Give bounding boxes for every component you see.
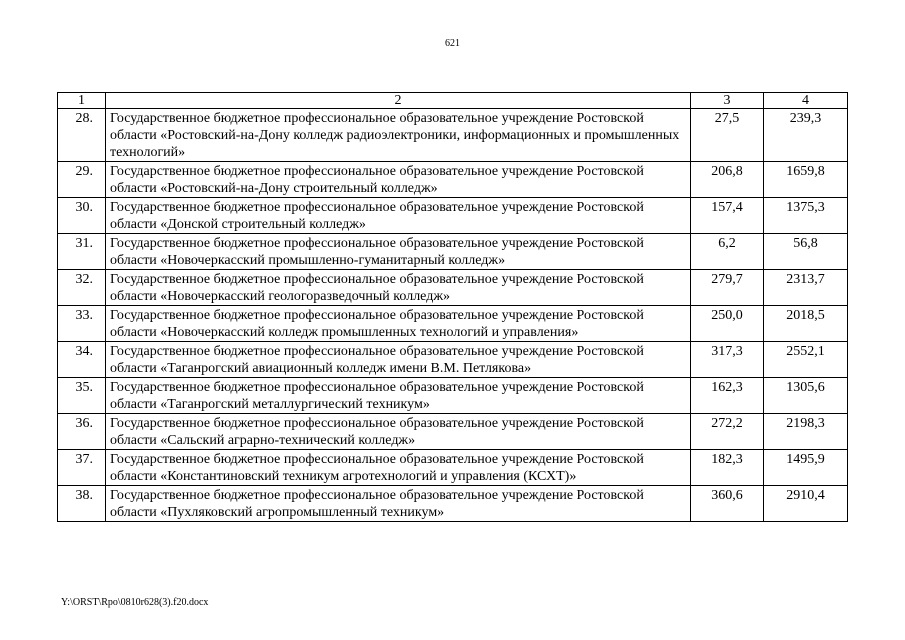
table-row [58,109,848,162]
value-col-4: 2018,5 [764,306,848,342]
table-row [58,378,848,414]
institution-name: Государственное бюджетное профессиональное образовательное учреждение Ростовской области «Пухляковский агропромышленный техникум» [106,486,691,522]
institution-name: Государственное бюджетное профессиональное образовательное учреждение Ростовской области «Ростовский-на-Дону колледж радиоэлектроники, информационных и промышленных технологий» [106,109,691,162]
value-col-3: 206,8 [691,162,764,198]
institution-name: Государственное бюджетное профессиональное образовательное учреждение Ростовской области «Донской строительный колледж» [106,198,691,234]
footer-file-path: Y:\ORST\Rpo\0810r628(3).f20.docx [61,597,209,608]
value-col-3: 317,3 [691,342,764,378]
row-number: 35. [58,378,106,414]
value-col-3: 162,3 [691,378,764,414]
table-row [58,450,848,486]
value-col-3: 6,2 [691,234,764,270]
institution-name: Государственное бюджетное профессиональное образовательное учреждение Ростовской области «Ростовский-на-Дону строительный колледж» [106,162,691,198]
value-col-3: 360,6 [691,486,764,522]
institution-name: Государственное бюджетное профессиональное образовательное учреждение Ростовской области «Константиновский техникум агротехнологий и управления (КСХТ)» [106,450,691,486]
table-row [58,306,848,342]
table-header-row [58,93,848,109]
value-col-3: 272,2 [691,414,764,450]
row-number: 31. [58,234,106,270]
institution-name: Государственное бюджетное профессиональное образовательное учреждение Ростовской области «Сальский аграрно-технический колледж» [106,414,691,450]
value-col-4: 239,3 [764,109,848,162]
page-number: 621 [445,38,460,49]
header-cell-3: 3 [691,93,764,109]
value-col-4: 1305,6 [764,378,848,414]
table-row [58,486,848,522]
row-number: 34. [58,342,106,378]
value-col-4: 1375,3 [764,198,848,234]
header-cell-2: 2 [106,93,691,109]
row-number: 37. [58,450,106,486]
value-col-4: 2198,3 [764,414,848,450]
allocation-table [57,92,848,522]
value-col-3: 250,0 [691,306,764,342]
value-col-3: 157,4 [691,198,764,234]
value-col-3: 182,3 [691,450,764,486]
header-cell-4: 4 [764,93,848,109]
value-col-3: 27,5 [691,109,764,162]
row-number: 38. [58,486,106,522]
row-number: 36. [58,414,106,450]
institution-name: Государственное бюджетное профессиональное образовательное учреждение Ростовской области «Таганрогский авиационный колледж имени В.М. Петлякова» [106,342,691,378]
table-row [58,342,848,378]
table-row [58,414,848,450]
table-row [58,234,848,270]
table-row [58,162,848,198]
institution-name: Государственное бюджетное профессиональное образовательное учреждение Ростовской области «Новочеркасский промышленно-гуманитарный колледж» [106,234,691,270]
table-row [58,198,848,234]
value-col-4: 2552,1 [764,342,848,378]
institution-name: Государственное бюджетное профессиональное образовательное учреждение Ростовской области «Новочеркасский колледж промышленных технологий и управления» [106,306,691,342]
table-row [58,270,848,306]
value-col-4: 2313,7 [764,270,848,306]
institution-name: Государственное бюджетное профессиональное образовательное учреждение Ростовской области «Новочеркасский геологоразведочный колледж» [106,270,691,306]
row-number: 33. [58,306,106,342]
value-col-4: 56,8 [764,234,848,270]
value-col-4: 2910,4 [764,486,848,522]
row-number: 28. [58,109,106,162]
value-col-3: 279,7 [691,270,764,306]
row-number: 30. [58,198,106,234]
value-col-4: 1659,8 [764,162,848,198]
header-cell-1: 1 [58,93,106,109]
row-number: 32. [58,270,106,306]
row-number: 29. [58,162,106,198]
value-col-4: 1495,9 [764,450,848,486]
institution-name: Государственное бюджетное профессиональное образовательное учреждение Ростовской области «Таганрогский металлургический техникум» [106,378,691,414]
